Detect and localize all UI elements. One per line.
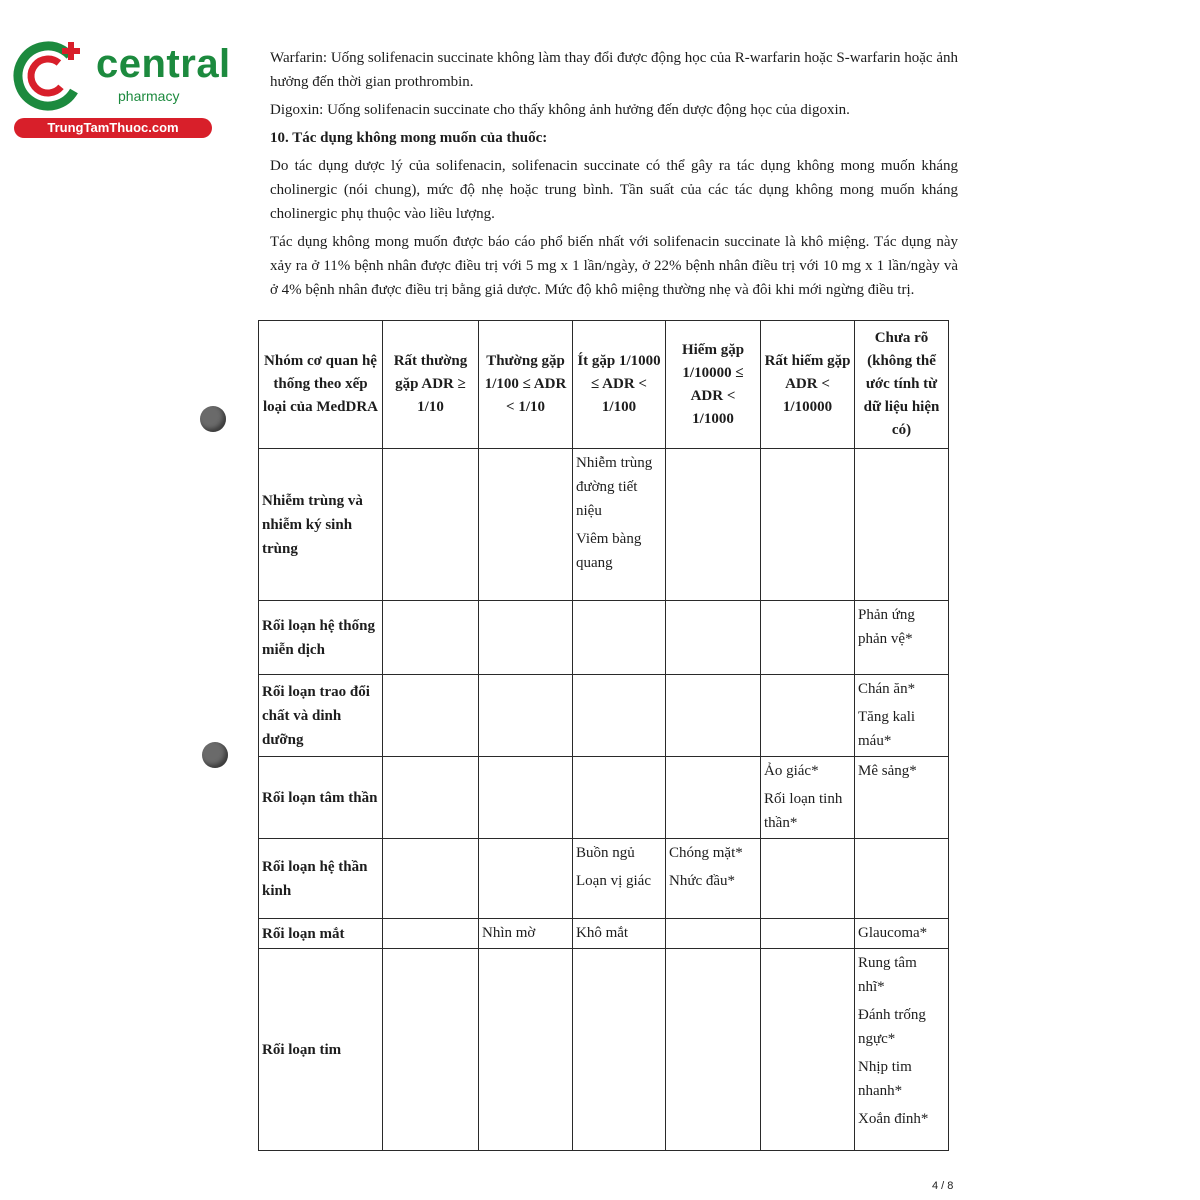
- frequency-cell: [855, 601, 949, 675]
- adverse-reaction-item: Rối loạn tinh thần*: [764, 791, 843, 831]
- adverse-reaction-item: Nhiễm trùng đường tiết niệu: [576, 455, 653, 519]
- frequency-cell: [573, 757, 666, 839]
- table-body: [259, 449, 949, 1151]
- frequency-cell: [855, 949, 949, 1151]
- frequency-cell: [761, 675, 855, 757]
- table-row: [259, 919, 949, 949]
- brand-subtitle: pharmacy: [118, 88, 180, 104]
- frequency-cell: [383, 839, 479, 919]
- table-row: [259, 449, 949, 601]
- frequency-cell: [573, 919, 666, 949]
- brand-name: central: [96, 42, 231, 86]
- frequency-cell: [573, 675, 666, 757]
- category-cell: Rối loạn hệ thần kinh: [259, 839, 383, 919]
- frequency-cell: [666, 675, 761, 757]
- adverse-reaction-item: Nhịp tim nhanh*: [858, 1059, 912, 1099]
- punch-hole: [202, 742, 228, 768]
- adverse-reaction-item: Phản ứng phản vệ*: [858, 607, 915, 647]
- table-row: [259, 949, 949, 1151]
- table-row: [259, 601, 949, 675]
- frequency-cell: [383, 449, 479, 601]
- frequency-cell: [383, 757, 479, 839]
- frequency-cell: [479, 757, 573, 839]
- section-heading: 10. Tác dụng không mong muốn của thuốc:: [270, 130, 548, 146]
- adverse-reaction-item: Nhức đầu*: [669, 873, 736, 889]
- frequency-cell: [761, 919, 855, 949]
- header-unknown: Chưa rõ (không thể ước tính từ dữ liệu hiện có): [855, 321, 949, 449]
- adverse-reaction-item: Chóng mặt*: [669, 845, 743, 861]
- frequency-cell: [855, 919, 949, 949]
- frequency-cell: [855, 449, 949, 601]
- page-number: 4 / 8: [932, 1180, 954, 1192]
- frequency-cell: [855, 839, 949, 919]
- frequency-cell: [573, 839, 666, 919]
- adverse-reaction-item: Glaucoma*: [858, 925, 928, 941]
- frequency-cell: [761, 757, 855, 839]
- adverse-reaction-item: Rung tâm nhĩ*: [858, 955, 917, 995]
- frequency-cell: [479, 449, 573, 601]
- adverse-reaction-item: Khô mắt: [576, 925, 629, 941]
- frequency-cell: [383, 949, 479, 1151]
- frequency-cell: [761, 949, 855, 1151]
- frequency-cell: [855, 675, 949, 757]
- intro-paragraph-1: Do tác dụng dược lý của solifenacin, solifenacin succinate có thể gây ra tác dụng không mong muốn kháng cholinergic (nói chung), mức độ nhẹ hoặc trung bình. Tần suất của các tác dụng không mong muốn kháng cholinergic phụ thuộc vào liều lượng.: [270, 158, 958, 222]
- frequency-cell: [479, 601, 573, 675]
- frequency-cell: [479, 839, 573, 919]
- adverse-reaction-item: Đánh trống ngực*: [858, 1007, 926, 1047]
- table-row: [259, 757, 949, 839]
- category-cell: Rối loạn mắt: [259, 919, 383, 949]
- digoxin-paragraph: Digoxin: Uống solifenacin succinate cho thấy không ảnh hưởng đến dược động học của digoxin.: [270, 102, 850, 118]
- frequency-cell: [761, 601, 855, 675]
- adverse-reaction-item: Viêm bàng quang: [576, 531, 642, 571]
- brand-logo: [12, 36, 231, 136]
- category-cell: Rối loạn hệ thống miễn dịch: [259, 601, 383, 675]
- frequency-cell: [383, 919, 479, 949]
- category-cell: Rối loạn tâm thần: [259, 757, 383, 839]
- frequency-cell: [573, 601, 666, 675]
- category-cell: Rối loạn tim: [259, 949, 383, 1151]
- header-rare: Hiếm gặp 1/10000 ≤ ADR < 1/1000: [666, 321, 761, 449]
- adverse-reaction-item: Tăng kali máu*: [858, 709, 916, 749]
- header-system-organ-class: Nhóm cơ quan hệ thống theo xếp loại của MedDRA: [259, 321, 383, 449]
- frequency-cell: [666, 919, 761, 949]
- header-very-common: Rất thường gặp ADR ≥ 1/10: [383, 321, 479, 449]
- frequency-cell: [383, 675, 479, 757]
- category-cell: Nhiễm trùng và nhiễm ký sinh trùng: [259, 449, 383, 601]
- table-row: [259, 675, 949, 757]
- table-row: [259, 839, 949, 919]
- frequency-cell: [479, 919, 573, 949]
- header-common: Thường gặp 1/100 ≤ ADR < 1/10: [479, 321, 573, 449]
- frequency-cell: [573, 449, 666, 601]
- adverse-reaction-item: Nhìn mờ: [482, 925, 536, 941]
- adverse-reaction-item: Buồn ngủ: [576, 845, 635, 861]
- frequency-cell: [573, 949, 666, 1151]
- central-pharmacy-logo-icon: [12, 36, 92, 116]
- frequency-cell: [761, 449, 855, 601]
- table-header-row: [259, 321, 949, 449]
- adverse-reaction-item: Chán ăn*: [858, 681, 916, 697]
- frequency-cell: [383, 601, 479, 675]
- intro-paragraph-2: Tác dụng không mong muốn được báo cáo phổ biến nhất với solifenacin succinate là khô miệng. Tác dụng này xảy ra ở 11% bệnh nhân được điều trị với 5 mg x 1 lần/ngày, ở 22% bệnh nhân điều trị với 10 mg x 1 lần/ngày và ở 4% bệnh nhân được điều trị bằng giả dược. Mức độ khô miệng thường nhẹ và đôi khi mới ngừng điều trị.: [270, 234, 958, 298]
- header-very-rare: Rất hiếm gặp ADR < 1/10000: [761, 321, 855, 449]
- warfarin-paragraph: Warfarin: Uống solifenacin succinate không làm thay đổi được động học của R-warfarin hoặc S-warfarin hoặc ảnh hưởng đến thời gian prothrombin.: [270, 50, 958, 90]
- punch-hole: [200, 406, 226, 432]
- frequency-cell: [666, 839, 761, 919]
- frequency-cell: [479, 675, 573, 757]
- brand-website[interactable]: TrungTamThuoc.com: [14, 118, 212, 138]
- frequency-cell: [666, 601, 761, 675]
- frequency-cell: [761, 839, 855, 919]
- header-uncommon: Ít gặp 1/1000 ≤ ADR < 1/100: [573, 321, 666, 449]
- adverse-reaction-item: Xoắn đỉnh*: [858, 1111, 929, 1127]
- frequency-cell: [855, 757, 949, 839]
- adverse-reaction-item: Ảo giác*: [764, 763, 819, 779]
- frequency-cell: [666, 757, 761, 839]
- frequency-cell: [666, 449, 761, 601]
- adverse-reaction-item: Loạn vị giác: [576, 873, 651, 889]
- adverse-reactions-table: [258, 320, 949, 1151]
- frequency-cell: [666, 949, 761, 1151]
- frequency-cell: [479, 949, 573, 1151]
- adverse-reaction-item: Mê sảng*: [858, 763, 917, 779]
- category-cell: Rối loạn trao đổi chất và dinh dưỡng: [259, 675, 383, 757]
